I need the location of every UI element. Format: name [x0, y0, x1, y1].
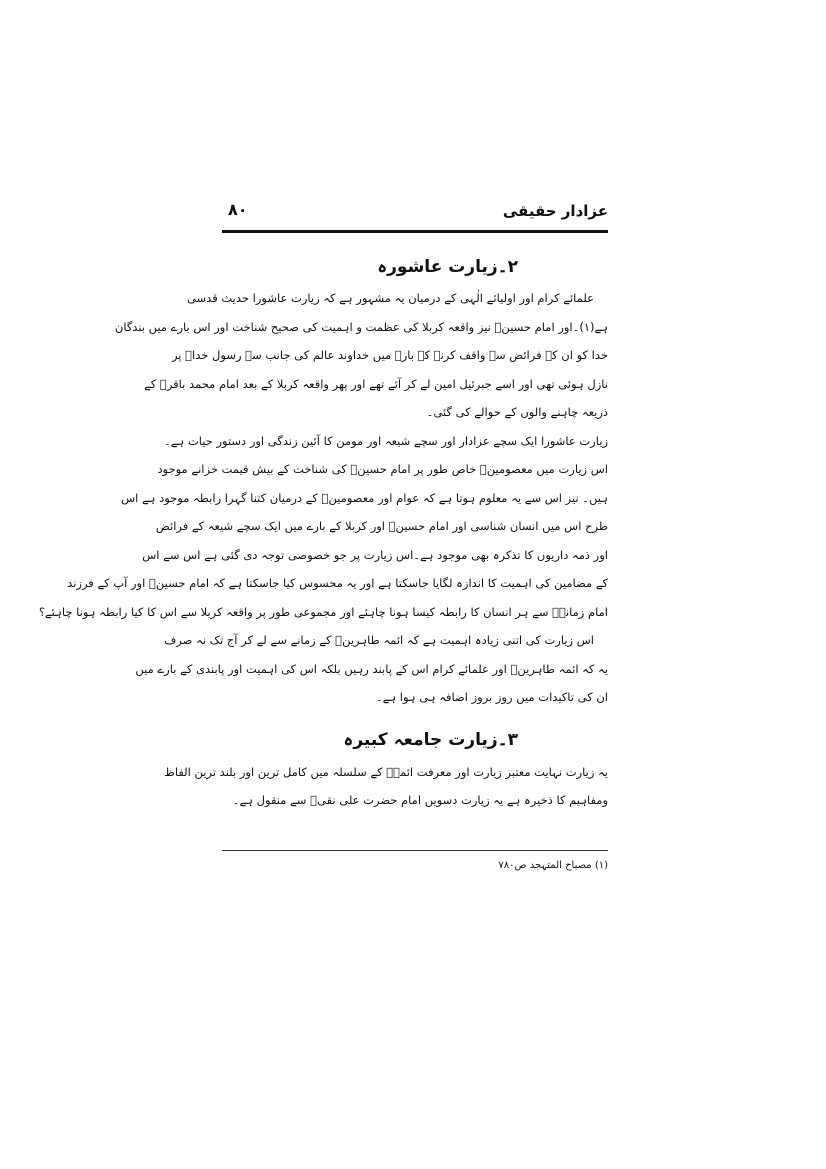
footnote: (۱) مصباح المتہجد ص۷۸۰ — [498, 860, 608, 871]
text-line: یہ کہ ائمہ طاہرینؑ اور علمائے کرام اس کے پابند رہیں بلکہ اس کی اہمیت اور پابندی کے بارے میں — [135, 661, 608, 676]
text-line: اور ذمہ داریوں کا تذکرہ بھی موجود ہے۔اس زیارت پر جو خصوصی توجہ دی گئی ہے اس سے اس — [142, 547, 608, 562]
text-line: ذریعہ چاہنے والوں کے حوالے کی گئی۔ — [426, 405, 608, 419]
paragraph — [135, 626, 608, 712]
text-line: زیارت عاشورا ایک سچے عزادار اور سچے شیعہ اور مومن کا آئین زندگی اور دستور حیات ہے۔ — [164, 433, 608, 448]
page-number: ۸۰ — [228, 200, 248, 219]
header-rule — [222, 230, 608, 233]
text-line: علمائے کرام اور اولیائے الٰہی کے درمیان یہ مشہور ہے کہ زیارت عاشورا حدیث قدسی — [186, 291, 594, 305]
text-line: کے مضامین کی اہمیت کا اندازہ لگایا جاسکتا ہے اور یہ محسوس کیا جاسکتا ہے کہ امام حسینؑ اور آپ کے فرزند — [67, 576, 608, 590]
paragraph — [38, 427, 608, 627]
book-title: عزادار حقیقی — [502, 202, 608, 220]
text-line: امام زمانہؑ سے ہر انسان کا رابطہ کیسا ہونا چاہئے اور مجموعی طور پر واقعہ کربلا سے اس کا کیا رابطہ ہونا چاہئے؟ — [38, 604, 608, 619]
text-line: اس زیارت میں معصومینؑ خاص طور پر امام حسینؑ کی شناخت کے بیش قیمت خزانے موجود — [157, 462, 608, 476]
page-body — [38, 240, 608, 815]
text-line: ہیں۔ نیز اس سے یہ معلوم ہوتا ہے کہ عوام اور معصومینؑ کے درمیان کتنا گہرا رابطہ موجود ہے اس — [121, 490, 608, 505]
running-header — [222, 198, 608, 228]
paragraph — [164, 758, 608, 815]
text-line: اس زیارت کی اتنی زیادہ اہمیت ہے کہ ائمہ طاہرینؑ کے زمانے سے لے کر آج تک نہ صرف — [164, 633, 594, 647]
text-line: خدا کو ان کے فرائض سے واقف کرنے کے بارے میں خداوند عالم کی جانب سے رسول خداؐ پر — [171, 348, 608, 362]
section-heading-ziyarat-jamia-kabira: ۳۔زیارت جامعہ کبیرہ — [343, 729, 518, 750]
text-line: ومفاہیم کا ذخیرہ ہے یہ زیارت دسویں امام حضرت علی نقیؑ سے منقول ہے۔ — [232, 793, 608, 807]
text-line: طرح اس میں انسان شناسی اور امام حسینؑ اور کربلا کے بارے میں ایک سچے شیعہ کے فرائض — [155, 519, 608, 533]
text-line: ان کی تاکیدات میں روز بروز اضافہ ہی ہوا ہے۔ — [375, 690, 608, 704]
text-line: ہے(۱)۔اور امام حسینؑ نیز واقعہ کربلا کی عظمت و اہمیت کی صحیح شناخت اور اس بارے میں بندگان — [114, 319, 608, 334]
text-line: یہ زیارت نہایت معتبر زیارت اور معرفت ائمہؑ کے سلسلہ میں کامل ترین اور بلند ترین الفاظ — [164, 764, 608, 779]
footnote-rule — [222, 850, 608, 851]
paragraph — [114, 284, 608, 427]
text-line: نازل ہوئی تھی اور اسے جبرئیل امین لے کر آئے تھے اور پھر واقعہ کربلا کے بعد امام محمد باقرؑ کے — [144, 376, 608, 391]
section-heading-ziyarat-ashura: ۲۔زیارت عاشورہ — [377, 257, 518, 277]
